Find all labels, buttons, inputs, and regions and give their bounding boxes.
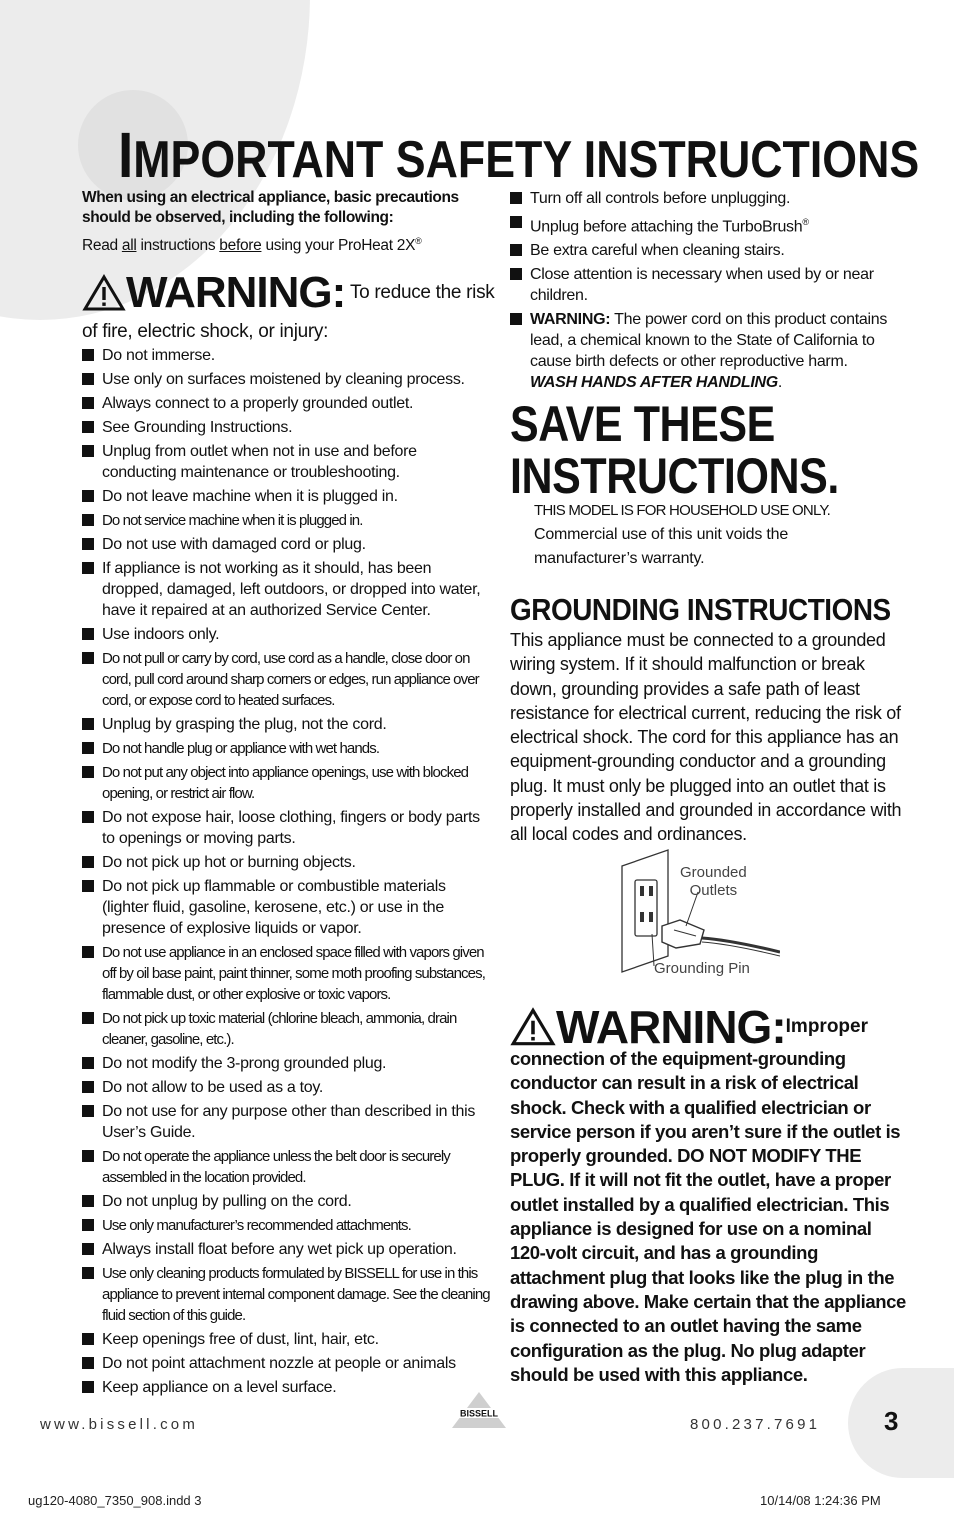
bullet-icon [82,718,94,730]
bullet-icon [82,628,94,640]
list-item: Turn off all controls before unplugging. [510,188,910,209]
bullet-icon [82,766,94,778]
list-item: Do not unplug by pulling on the cord. [82,1191,492,1212]
list-item: Do not use with damaged cord or plug. [82,534,492,555]
list-item: Always install float before any wet pick up operation. [82,1239,492,1260]
safety-list-continued [510,188,910,396]
file-slug: ug120-4080_7350_908.indd 3 [28,1493,202,1508]
grounded-outlets-label: Grounded Outlets [680,864,747,899]
logo-text: BISSELL [459,1408,499,1419]
list-item: Do not pick up flammable or combustible materials (lighter fluid, gasoline, kerosene, etc.) or use in the presence of explosive liquids or vapor. [82,876,492,939]
list-item: Do not service machine when it is plugged in. [82,510,492,531]
list-item: Close attention is necessary when used by or near children. [510,264,910,306]
website-url: www.bissell.com [40,1416,199,1433]
warning-label: WARNING: [556,1001,786,1053]
bullet-icon [82,514,94,526]
bullet-icon [82,1105,94,1117]
bissell-logo [448,1390,510,1430]
bullet-icon [82,1195,94,1207]
commercial-use-note: Commercial use of this unit voids the manufacturer’s warranty. [534,526,789,567]
list-item: Unplug from outlet when not in use and before conducting maintenance or troubleshooting. [82,441,492,483]
safety-list [82,345,492,1401]
bullet-icon [82,946,94,958]
list-item: Do not operate the appliance unless the belt door is securely assembled in the location provided. [82,1146,492,1188]
bullet-icon [82,811,94,823]
bullet-icon [510,192,522,204]
bullet-icon [82,538,94,550]
list-item: Do not use appliance in an enclosed space filled with vapors given off by oil base paint, paint thinner, some moth proofing substances, flammable dust, or other explosive or toxic vapors. [82,942,492,1005]
bullet-icon [82,1333,94,1345]
warning-text: To reduce the risk [345,282,495,303]
list-item: Do not pick up toxic material (chlorine bleach, ammonia, drain cleaner, gasoline, etc.). [82,1008,492,1050]
list-item: Use only on surfaces moistened by cleaning process. [82,369,492,390]
bullet-icon [82,1150,94,1162]
grounded-outlet-diagram [600,848,780,988]
bullet-icon [82,1057,94,1069]
list-item: Use indoors only. [82,624,492,645]
bullet-icon [82,1081,94,1093]
bullet-icon [82,373,94,385]
list-item: Do not point attachment nozzle at people or animals [82,1353,492,1374]
list-item: Do not modify the 3-prong grounded plug. [82,1053,492,1074]
intro-precautions: When using an electrical appliance, basic precautions should be observed, including the following: [82,189,459,226]
intro-read-instructions: Read all instructions before using your ProHeat 2X® [82,236,422,255]
list-item: Keep appliance on a level surface. [82,1377,492,1398]
list-item: Do not pull or carry by cord, use cord as a handle, close door on cord, pull cord around sharp corners or edges, run appliance over cord, or expose cord to heated surfaces. [82,648,492,711]
bullet-icon [82,562,94,574]
list-item: Do not allow to be used as a toy. [82,1077,492,1098]
bullet-icon [82,742,94,754]
grounding-heading: GROUNDING INSTRUCTIONS [510,592,891,627]
bullet-icon [82,397,94,409]
list-item: Unplug before attaching the TurboBrush® [510,212,910,237]
bullet-icon [82,652,94,664]
bullet-icon [510,268,522,280]
list-item: Do not immerse. [82,345,492,366]
warning-triangle-icon [82,274,126,312]
bullet-icon [82,445,94,457]
list-item: If appliance is not working as it should, has been dropped, damaged, left outdoors, or dropped into water, have it repaired at an authorized Service Center. [82,558,492,621]
bullet-icon [82,880,94,892]
list-item: Use only manufacturer’s recommended attachments. [82,1215,492,1236]
list-item: Always connect to a properly grounded outlet. [82,393,492,414]
warning-label: WARNING: [126,268,346,317]
list-item: Keep openings free of dust, lint, hair, etc. [82,1329,492,1350]
list-item: Do not handle plug or appliance with wet hands. [82,738,492,759]
list-item: Use only cleaning products formulated by BISSELL for use in this appliance to prevent internal component damage. See the cleaning fluid section of this guide. [82,1263,492,1326]
warning-heading [82,268,495,318]
warning-triangle-icon [510,1007,556,1047]
bullet-icon [82,1012,94,1024]
print-timestamp: 10/14/08 1:24:36 PM [760,1493,881,1508]
warning-heading-2 [510,1000,868,1054]
list-item: See Grounding Instructions. [82,417,492,438]
bullet-icon [82,1243,94,1255]
list-item: Do not leave machine when it is plugged in. [82,486,492,507]
bullet-icon [510,216,522,228]
bullet-icon [82,1357,94,1369]
page-number: 3 [884,1406,899,1436]
list-item: WARNING: The power cord on this product contains lead, a chemical known to the State of California to cause birth defects or other reproductive harm. WASH HANDS AFTER HANDLING. [510,309,910,393]
bullet-icon [82,1381,94,1393]
page-title: IMPORTANT SAFETY INSTRUCTIONS [118,119,920,191]
bullet-icon [510,244,522,256]
warning-body: connection of the equipment-grounding conductor can result in a risk of electrical shock. Check with a qualified electrician or service person if you aren’t sure if the outlet is properly grounded. DO NOT MODIFY THE PLUG. If it will not fit the outlet, have a proper outlet installed by a qualified electrician. This appliance is designed for use on a nominal 120-volt circuit, and has a grounding attachment plug that looks like the plug in the drawing above. Make certain that the appliance is connected to an outlet having the same configuration as the plug. No plug adapter should be used with this appliance. [510,1048,906,1385]
list-item: Do not use for any purpose other than described in this User’s Guide. [82,1101,492,1143]
bullet-icon [82,1219,94,1231]
bullet-icon [82,349,94,361]
list-item: Do not put any object into appliance openings, use with blocked opening, or restrict air flow. [82,762,492,804]
warning-lead: Improper [785,1016,868,1037]
list-item: Do not pick up hot or burning objects. [82,852,492,873]
list-item: Do not expose hair, loose clothing, fingers or body parts to openings or moving parts. [82,807,492,849]
bullet-icon [82,856,94,868]
phone-number: 800.237.7691 [690,1416,821,1433]
grounding-body: This appliance must be connected to a grounded wiring system. If it should malfunction or break down, grounding provides a safe path of least resistance for electrical current, reducing the risk of electrical shock. The cord for this appliance has an equipment-grounding conductor and a grounding plug. It must only be plugged into an outlet that is properly installed and grounded in accordance with all local codes and ordinances. [510,630,902,845]
bullet-icon [82,490,94,502]
bullet-icon [82,421,94,433]
bullet-icon [82,1267,94,1279]
warning-text-continued: of fire, electric shock, or injury: [82,321,329,342]
save-instructions-heading: SAVE THESE INSTRUCTIONS. [510,396,839,504]
list-item: Unplug by grasping the plug, not the cord. [82,714,492,735]
grounding-pin-label: Grounding Pin [654,960,750,977]
bullet-icon [510,313,522,325]
household-use-note: THIS MODEL IS FOR HOUSEHOLD USE ONLY. [534,502,831,519]
list-item: Be extra careful when cleaning stairs. [510,240,910,261]
